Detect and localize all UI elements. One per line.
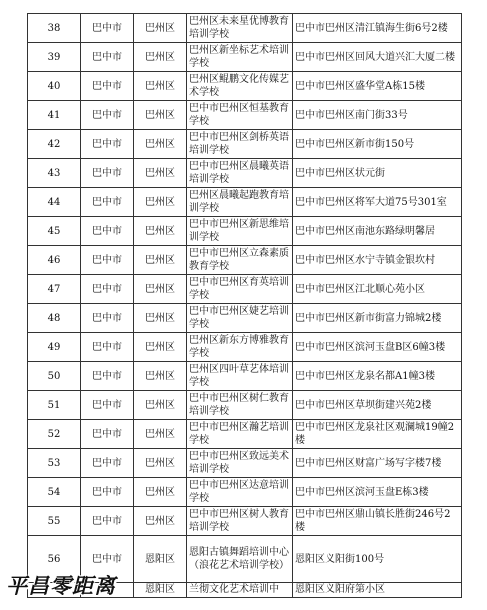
table-row xyxy=(28,246,462,275)
address-cell: 巴中市巴州区清江镇海生街6号2楼 xyxy=(293,14,462,43)
row-number: 51 xyxy=(28,391,81,420)
city-cell: 巴中市 xyxy=(81,275,134,304)
school-name-cell: 巴中市巴州区剑桥英语培训学校 xyxy=(187,130,293,159)
row-number: 45 xyxy=(28,217,81,246)
table-row xyxy=(28,362,462,391)
table-row xyxy=(28,217,462,246)
district-cell: 巴州区 xyxy=(134,391,187,420)
row-number: 52 xyxy=(28,420,81,449)
row-number: 41 xyxy=(28,101,81,130)
address-cell: 巴中市巴州区滨河玉盘E栋3楼 xyxy=(293,478,462,507)
row-number: 38 xyxy=(28,14,81,43)
school-name-cell: 巴州区未来星优博教育培训学校 xyxy=(187,14,293,43)
address-cell: 巴中市巴州区财富广场写字楼7楼 xyxy=(293,449,462,478)
address-cell: 巴中市巴州区龙泉社区观澜城19幢2楼 xyxy=(293,420,462,449)
row-number: 56 xyxy=(28,536,81,583)
district-cell: 巴州区 xyxy=(134,130,187,159)
address-cell: 巴中市巴州区新市街150号 xyxy=(293,130,462,159)
district-cell: 巴州区 xyxy=(134,159,187,188)
district-cell: 巴州区 xyxy=(134,420,187,449)
district-cell: 巴州区 xyxy=(134,275,187,304)
district-cell: 巴州区 xyxy=(134,478,187,507)
district-cell: 巴州区 xyxy=(134,14,187,43)
table-row xyxy=(28,188,462,217)
address-cell: 恩阳区义阳街100号 xyxy=(293,536,462,583)
city-cell: 巴中市 xyxy=(81,536,134,583)
school-name-cell: 巴中市巴州区达意培训学校 xyxy=(187,478,293,507)
table-row xyxy=(28,391,462,420)
address-cell: 巴中市巴州区状元街 xyxy=(293,159,462,188)
table-row xyxy=(28,304,462,333)
school-name-cell: 巴中市巴州区晨曦英语培训学校 xyxy=(187,159,293,188)
district-cell: 巴州区 xyxy=(134,449,187,478)
district-cell: 巴州区 xyxy=(134,72,187,101)
school-name-cell: 巴中市巴州区育英培训学校 xyxy=(187,275,293,304)
district-cell: 巴州区 xyxy=(134,43,187,72)
school-name-cell: 巴州区新坐标艺术培训学校 xyxy=(187,43,293,72)
address-cell: 巴中市巴州区滨河玉盘B区6幢3楼 xyxy=(293,333,462,362)
row-number: 40 xyxy=(28,72,81,101)
address-cell: 巴中市巴州区水宁寺镇金银坎村 xyxy=(293,246,462,275)
address-cell: 巴中市巴州区江北顺心苑小区 xyxy=(293,275,462,304)
table-row xyxy=(28,130,462,159)
school-list-table xyxy=(27,13,462,598)
city-cell: 巴中市 xyxy=(81,391,134,420)
school-name-cell: 巴州区四叶草艺体培训学校 xyxy=(187,362,293,391)
table-row xyxy=(28,159,462,188)
row-number: 47 xyxy=(28,275,81,304)
school-name-cell: 恩阳古镇舞蹈培训中心（浪花艺术培训学校） xyxy=(187,536,293,583)
district-cell: 巴州区 xyxy=(134,362,187,391)
district-cell: 巴州区 xyxy=(134,246,187,275)
city-cell: 巴中市 xyxy=(81,449,134,478)
school-name-cell: 巴中市巴州区瀚艺培训学校 xyxy=(187,420,293,449)
address-cell: 恩阳区义阳府第小区 xyxy=(293,583,462,598)
row-number: 50 xyxy=(28,362,81,391)
table-row xyxy=(28,14,462,43)
table-row xyxy=(28,275,462,304)
table-body xyxy=(28,14,462,598)
city-cell: 巴中市 xyxy=(81,507,134,536)
row-number: 39 xyxy=(28,43,81,72)
city-cell: 巴中市 xyxy=(81,130,134,159)
table-row xyxy=(28,72,462,101)
watermark-logo: 平昌零距离 xyxy=(6,574,116,598)
table-row xyxy=(28,478,462,507)
city-cell: 巴中市 xyxy=(81,14,134,43)
district-cell: 恩阳区 xyxy=(134,536,187,583)
table-row xyxy=(28,101,462,130)
address-cell: 巴中市巴州区龙泉名都A1幢3楼 xyxy=(293,362,462,391)
city-cell: 巴中市 xyxy=(81,478,134,507)
row-number: 53 xyxy=(28,449,81,478)
address-cell: 巴中市巴州区鼎山镇长胜街246号2楼 xyxy=(293,507,462,536)
school-name-cell: 巴中市巴州区新思维培训学校 xyxy=(187,217,293,246)
district-cell: 巴州区 xyxy=(134,188,187,217)
row-number: 54 xyxy=(28,478,81,507)
district-cell: 巴州区 xyxy=(134,333,187,362)
school-name-cell: 巴中市巴州区立森素质教育学校 xyxy=(187,246,293,275)
city-cell: 巴中市 xyxy=(81,72,134,101)
city-cell: 巴中市 xyxy=(81,246,134,275)
city-cell: 巴中市 xyxy=(81,304,134,333)
city-cell: 巴中市 xyxy=(81,188,134,217)
row-number: 55 xyxy=(28,507,81,536)
address-cell: 巴中市巴州区南门街33号 xyxy=(293,101,462,130)
city-cell: 巴中市 xyxy=(81,217,134,246)
address-cell: 巴中市巴州区新市街富力锦城2楼 xyxy=(293,304,462,333)
table-row xyxy=(28,333,462,362)
school-name-cell: 巴中市巴州区致远美术培训学校 xyxy=(187,449,293,478)
row-number: 43 xyxy=(28,159,81,188)
district-cell: 巴州区 xyxy=(134,217,187,246)
school-name-cell: 巴州区新东方博雅教育学校 xyxy=(187,333,293,362)
row-number: 44 xyxy=(28,188,81,217)
address-cell: 巴中市巴州区草坝街建兴苑2楼 xyxy=(293,391,462,420)
row-number: 46 xyxy=(28,246,81,275)
school-name-cell: 巴中市巴州区婕艺培训学校 xyxy=(187,304,293,333)
city-cell: 巴中市 xyxy=(81,420,134,449)
school-name-cell: 巴中市巴州区恒基教育学校 xyxy=(187,101,293,130)
district-cell: 巴州区 xyxy=(134,101,187,130)
district-cell: 巴州区 xyxy=(134,507,187,536)
table-row xyxy=(28,507,462,536)
city-cell: 巴中市 xyxy=(81,43,134,72)
address-cell: 巴中市巴州区将军大道75号301室 xyxy=(293,188,462,217)
table-row xyxy=(28,449,462,478)
row-number: 42 xyxy=(28,130,81,159)
address-cell: 巴中市巴州区南池东路绿明馨居 xyxy=(293,217,462,246)
row-number: 48 xyxy=(28,304,81,333)
address-cell: 巴中市巴州区回风大道兴汇大厦二楼 xyxy=(293,43,462,72)
district-cell: 恩阳区 xyxy=(134,583,187,598)
school-name-cell: 巴州区鲲鹏文化传媒艺术学校 xyxy=(187,72,293,101)
city-cell: 巴中市 xyxy=(81,333,134,362)
city-cell: 巴中市 xyxy=(81,362,134,391)
row-number: 49 xyxy=(28,333,81,362)
table-row xyxy=(28,420,462,449)
school-name-cell: 巴中市巴州区树人教育培训学校 xyxy=(187,507,293,536)
district-cell: 巴州区 xyxy=(134,304,187,333)
school-name-cell: 巴州区晨曦起跑教育培训学校 xyxy=(187,188,293,217)
table-row xyxy=(28,43,462,72)
address-cell: 巴中市巴州区盛华堂A栋15楼 xyxy=(293,72,462,101)
city-cell: 巴中市 xyxy=(81,101,134,130)
school-name-cell: 巴中市巴州区树仁教育培训学校 xyxy=(187,391,293,420)
city-cell: 巴中市 xyxy=(81,159,134,188)
school-name-cell: 兰彻文化艺术培训中 xyxy=(187,583,293,598)
